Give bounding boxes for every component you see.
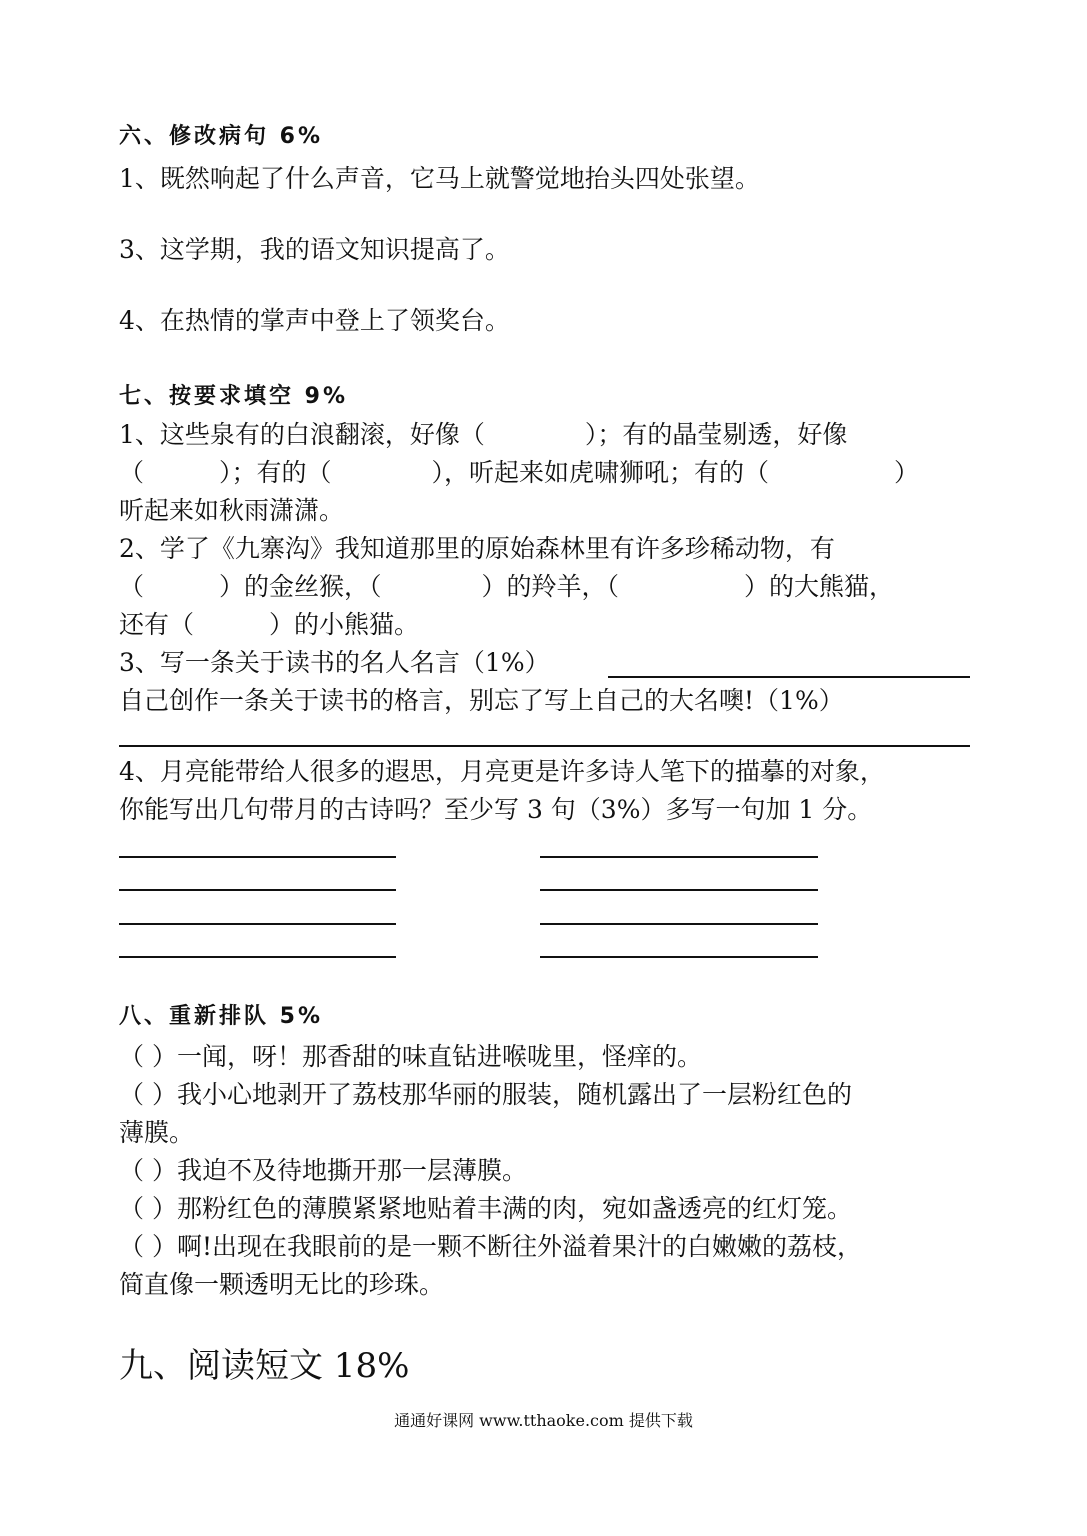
section7-q2-line-3: 还有（ ）的小熊猫。	[119, 610, 420, 639]
section7-q1-line-2: （ ）；有的（ ），听起来如虎啸狮吼；有的（ ）	[119, 458, 920, 487]
section7-heading: 七、按要求填空 9%	[119, 384, 349, 409]
poem-answer-line	[119, 956, 396, 958]
section6-item-4: 4、在热情的掌声中登上了领奖台。	[119, 306, 510, 335]
section8-item: （ ）我迫不及待地撕开那一层薄膜。	[119, 1156, 527, 1185]
section8-item: （ ）啊!出现在我眼前的是一颗不断往外溢着果汁的白嫩嫩的荔枝，	[119, 1232, 862, 1261]
section7-q2-line-1: 2、学了《九寨沟》我知道那里的原始森林里有许多珍稀动物，有	[119, 534, 835, 563]
poem-answer-line	[119, 923, 396, 925]
section7-q4-line-1: 4、月亮能带给人很多的遐思，月亮更是许多诗人笔下的描摹的对象，	[119, 757, 885, 786]
section8-item-continuation: 简直像一颗透明无比的珍珠。	[119, 1270, 445, 1299]
section6-heading: 六、修改病句 6%	[119, 124, 324, 149]
poem-answer-line	[540, 889, 818, 891]
answer-line-motto	[119, 745, 970, 747]
section8-item: （ ）我小心地剥开了荔枝那华丽的服装，随机露出了一层粉红色的	[119, 1080, 852, 1109]
section7-q3-line-2: 自己创作一条关于读书的格言，别忘了写上自己的大名噢!（1%）	[119, 686, 844, 715]
poem-answer-line	[540, 923, 818, 925]
section6-item-3: 3、这学期，我的语文知识提高了。	[119, 235, 510, 264]
section6-item-1: 1、既然响起了什么声音，它马上就警觉地抬头四处张望。	[119, 164, 760, 193]
poem-answer-line	[119, 889, 396, 891]
section8-item: （ ）一闻，呀！那香甜的味直钻进喉咙里，怪痒的。	[119, 1042, 702, 1071]
section7-q4-line-2: 你能写出几句带月的古诗吗？至少写 3 句（3%）多写一句加 1 分。	[119, 795, 873, 824]
answer-line-quote	[608, 676, 970, 678]
poem-answer-line	[119, 856, 396, 858]
poem-answer-line	[540, 956, 818, 958]
poem-answer-line	[540, 856, 818, 858]
section9-heading: 九、阅读短文 18%	[119, 1346, 410, 1386]
page-footer: 通通好课网 www.tthaoke.com 提供下载	[394, 1411, 693, 1430]
section8-item: （ ）那粉红色的薄膜紧紧地贴着丰满的肉，宛如盏透亮的红灯笼。	[119, 1194, 852, 1223]
section7-q1-line-1: 1、这些泉有的白浪翻滚，好像（ ）；有的晶莹剔透，好像	[119, 420, 848, 449]
section8-heading: 八、重新排队 5%	[119, 1004, 324, 1029]
section7-q1-line-3: 听起来如秋雨潇潇。	[119, 496, 345, 525]
section8-item-continuation: 薄膜。	[119, 1118, 195, 1147]
section7-q2-line-2: （ ）的金丝猴，（ ）的羚羊，（ ）的大熊猫，	[119, 572, 895, 601]
section7-q3-line-1: 3、写一条关于读书的名人名言（1%）	[119, 648, 550, 677]
